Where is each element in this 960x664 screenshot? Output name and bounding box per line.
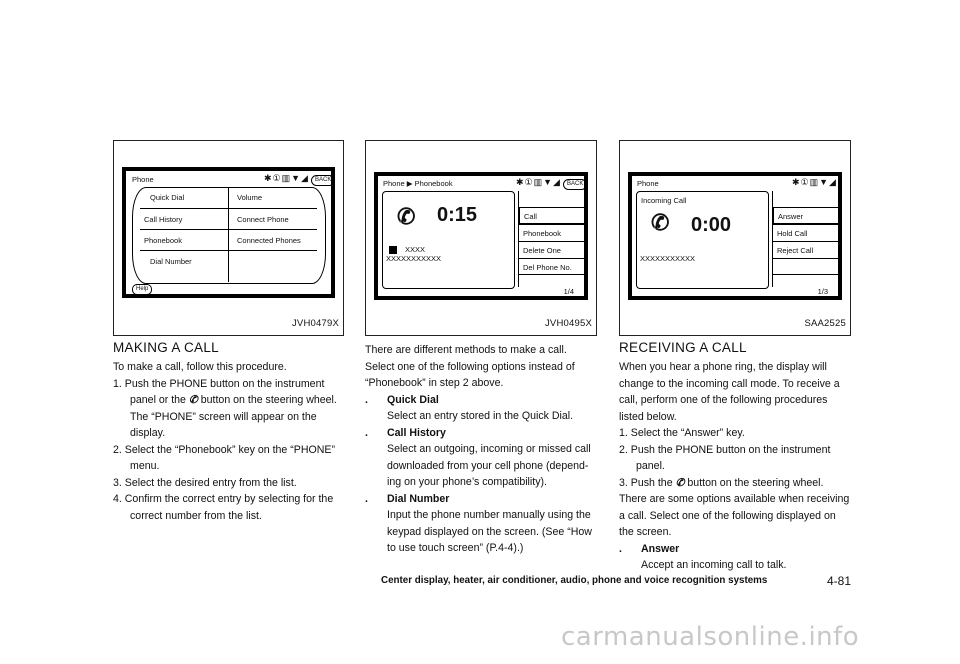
phone-handset-icon: ✆ bbox=[397, 204, 416, 229]
step-3: 3. Select the desired entry from the list. bbox=[113, 476, 297, 489]
item-title: Quick Dial bbox=[387, 393, 439, 406]
item-title: Dial Number bbox=[387, 492, 450, 505]
option-phonebook[interactable]: Phonebook bbox=[519, 224, 585, 241]
bullet: . bbox=[365, 393, 368, 406]
page-indicator: 1/4 bbox=[563, 287, 574, 296]
menu-item-phonebook[interactable]: Phonebook bbox=[140, 229, 228, 250]
figure-caption: SAA2525 bbox=[804, 318, 846, 329]
list-item-answer bbox=[619, 541, 852, 574]
footer-section-title: Center display, heater, air conditioner, audio, phone and voice recognition systems bbox=[381, 575, 768, 586]
item-text: Accept an incoming call to talk. bbox=[641, 559, 787, 571]
back-button[interactable]: BACK bbox=[563, 179, 587, 190]
lcd-display bbox=[631, 175, 839, 297]
status-icons: ✱①▥▼◢ bbox=[264, 173, 309, 183]
call-panel bbox=[382, 191, 515, 289]
call-panel bbox=[636, 191, 769, 289]
figure-caption: JVH0479X bbox=[291, 318, 339, 329]
options-list bbox=[772, 191, 839, 287]
list-item-quick-dial bbox=[365, 392, 598, 425]
item-text: Select an outgoing, incoming or missed call downloaded from your cell phone (depend- ing on your phone’s compatibility). bbox=[387, 443, 591, 488]
screen-frame bbox=[122, 167, 335, 298]
options-intro: There are some options available when receiving a call. Select one of the following displayed on the screen. bbox=[619, 493, 850, 538]
option-hold-call[interactable]: Hold Call bbox=[773, 224, 839, 241]
menu-item-connected-phones[interactable]: Connected Phones bbox=[229, 229, 317, 250]
option-call[interactable]: Call bbox=[519, 207, 585, 224]
phone-handset-icon: ✆ bbox=[651, 210, 670, 235]
item-text: Input the phone number manually using the keypad displayed on the screen. (See “How to use touch screen” (P.4-4).) bbox=[387, 509, 592, 554]
contact-card-icon bbox=[389, 246, 397, 254]
call-timer: 0:00 bbox=[691, 214, 732, 236]
option-answer[interactable]: Answer bbox=[773, 207, 839, 224]
step-2: 2. Select the “Phonebook” key on the “PHONE” menu. bbox=[113, 443, 335, 472]
options-list bbox=[518, 191, 585, 287]
status-icons: ✱①▥▼◢ bbox=[516, 177, 561, 187]
bullet: . bbox=[619, 542, 622, 555]
column-3-text bbox=[619, 359, 852, 574]
incoming-call-label: Incoming Call bbox=[641, 196, 687, 205]
screen-frame bbox=[628, 172, 842, 300]
option-del-phone-no[interactable]: Del Phone No. bbox=[519, 258, 585, 275]
status-icons: ✱①▥▼◢ bbox=[792, 177, 837, 187]
intro-text: When you hear a phone ring, the display will change to the incoming call mode. To receive a call, perform one of the following procedures listed below. bbox=[619, 361, 840, 423]
column-2-text bbox=[365, 342, 598, 557]
item-title: Call History bbox=[387, 426, 446, 439]
column-1-text bbox=[113, 359, 345, 524]
footer-page-number: 4-81 bbox=[827, 574, 852, 588]
menu-item-empty bbox=[229, 250, 317, 271]
watermark: carmanualsonline.info bbox=[561, 622, 860, 652]
menu-item-quick-dial[interactable]: Quick Dial bbox=[150, 193, 185, 202]
screen-title: Phone ▶ Phonebook bbox=[383, 179, 453, 188]
help-button[interactable]: Help bbox=[132, 284, 152, 295]
step-3-text-a: 3. Push the bbox=[619, 476, 673, 489]
option-reject-call[interactable]: Reject Call bbox=[773, 241, 839, 258]
option-delete-one[interactable]: Delete One bbox=[519, 241, 585, 258]
intro-text: There are different methods to make a call. Select one of the following options instead of “Phonebook” in step 2 above. bbox=[365, 344, 575, 389]
step-3 bbox=[619, 475, 852, 492]
screen-title: Phone bbox=[637, 179, 659, 188]
item-text: Select an entry stored in the Quick Dial. bbox=[387, 410, 574, 422]
figure-phonebook bbox=[365, 140, 597, 336]
steering-phone-icon: ✆ bbox=[675, 476, 685, 489]
screen-title: Phone bbox=[132, 175, 154, 184]
heading-making-a-call: MAKING A CALL bbox=[113, 340, 219, 355]
lcd-display bbox=[125, 170, 332, 295]
step-3-text-b: button on the steering wheel. bbox=[687, 476, 824, 489]
step-1 bbox=[113, 376, 345, 442]
menu-item-connect-phone[interactable]: Connect Phone bbox=[229, 208, 317, 229]
figure-phone-menu bbox=[113, 140, 344, 336]
menu-item-dial-number[interactable]: Dial Number bbox=[140, 250, 228, 271]
step-1: 1. Select the “Answer” key. bbox=[619, 427, 745, 439]
left-menu bbox=[140, 187, 228, 271]
figure-incoming-call bbox=[619, 140, 851, 336]
contact-number: XXXXXXXXXXX bbox=[386, 254, 442, 263]
back-button[interactable]: BACK bbox=[311, 175, 335, 186]
right-menu bbox=[229, 187, 317, 271]
page-indicator: 1/3 bbox=[817, 287, 828, 296]
step-2: 2. Push the PHONE button on the instrument panel. bbox=[619, 443, 831, 472]
contact-name: XXXX bbox=[405, 245, 426, 254]
menu-item-volume[interactable]: Volume bbox=[237, 193, 263, 202]
figure-caption: JVH0495X bbox=[544, 318, 592, 329]
option-empty bbox=[773, 258, 839, 275]
bullet: . bbox=[365, 492, 368, 505]
contact-number: XXXXXXXXXXX bbox=[640, 254, 696, 263]
lcd-display bbox=[377, 175, 585, 297]
step-1-text-a: 1. Push the PHONE button on the instrument panel or the bbox=[113, 377, 325, 406]
step-4: 4. Confirm the correct entry by selecting for the correct number from the list. bbox=[113, 493, 334, 522]
steering-phone-icon: ✆ bbox=[188, 394, 198, 406]
call-timer: 0:15 bbox=[437, 204, 478, 226]
list-item-call-history bbox=[365, 425, 598, 491]
step-1-text-b: button on the steering wheel. The “PHONE” screen will appear on the display. bbox=[130, 394, 337, 439]
menu-item-call-history[interactable]: Call History bbox=[140, 208, 228, 229]
bullet: . bbox=[365, 426, 368, 439]
item-title: Answer bbox=[641, 542, 680, 555]
heading-receiving-a-call: RECEIVING A CALL bbox=[619, 340, 747, 355]
screen-frame bbox=[374, 172, 588, 300]
intro-text: To make a call, follow this procedure. bbox=[113, 361, 287, 373]
list-item-dial-number bbox=[365, 491, 598, 557]
